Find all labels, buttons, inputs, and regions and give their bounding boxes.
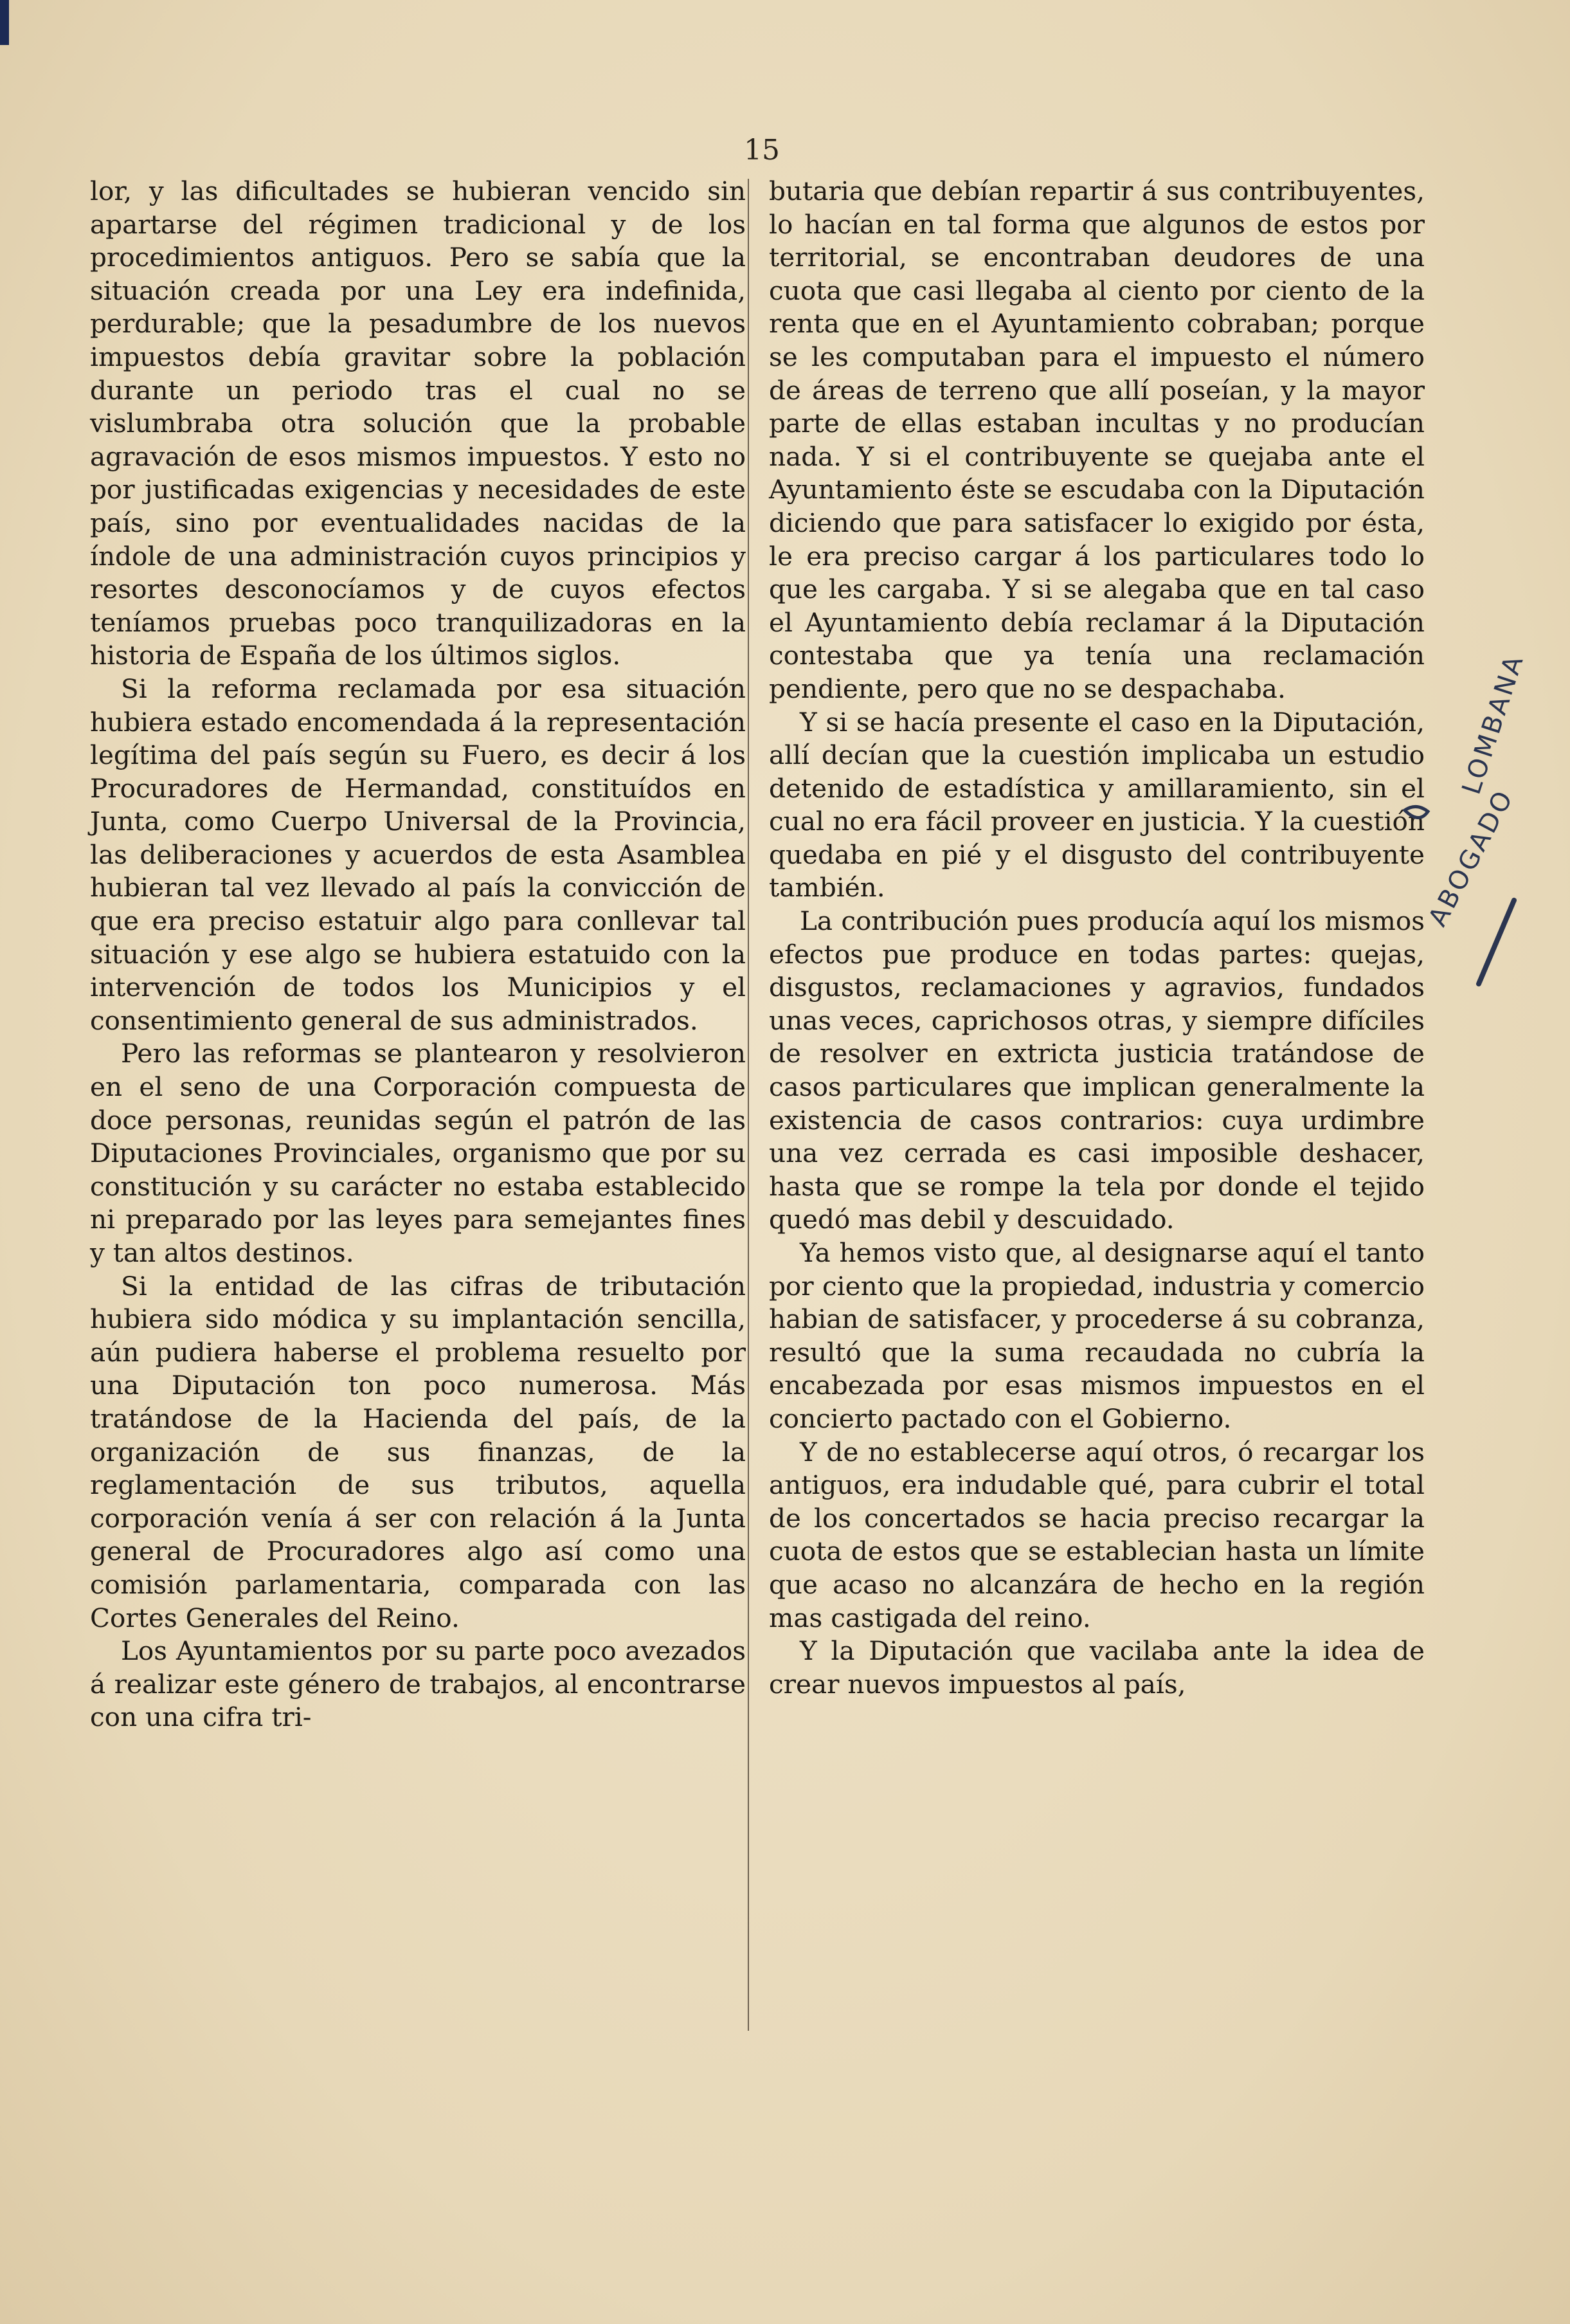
paragraph: Si la reforma reclamada por esa situación hubiera estado encomendada á la representación legítima del país según su Fuero, es decir á los Procuradores de Hermandad, constituídos en Junta, como Cuerpo Universal de la Provincia, las deliberaciones y acuerdos de esta Asamblea hubieran tal vez llevado al país la convicción de que era preciso estatuir algo para conllevar tal situación y ese algo se hubiera estatuido con la intervención de todos los Municipios y el consentimiento general de sus administrados.	[90, 673, 746, 1036]
stamp-stroke	[1479, 900, 1514, 984]
paragraph: butaria que debían repartir á sus contribuyentes, lo hacían en tal forma que algunos de estos por territorial, se encontraban deudores de una cuota que casi llegaba al ciento por ciento de la renta que en el Ayuntamiento cobraban; porque se les computaban para el impuesto el número de áreas de terreno que allí poseían, y la mayor parte de ellas estaban incultas y no producían nada. Y si el contribuyente se quejaba ante el Ayuntamiento éste se escudaba con la Diputación diciendo que para satisfacer lo exigido por ésta, le era preciso cargar á los particulares todo lo que les cargaba. Y si se alegaba que en tal caso el Ayuntamiento debía reclamar á la Diputación contestaba que ya tenía una reclamación pendiente, pero que no se despachaba.	[769, 176, 1425, 704]
page-number: 15	[744, 134, 780, 167]
paragraph: Si la entidad de las cifras de tributación hubiera sido módica y su implantación sencilla, aún pudiera haberse el problema resuelto por una Diputación ton poco numerosa. Más tratándose de la Hacienda del país, de la organización de sus finanzas, de la reglamentación de sus tributos, aquella corporación venía á ser con relación á la Junta general de Procuradores algo así como una comisión parlamentaria, comparada con las Cortes Generales del Reino.	[90, 1270, 746, 1633]
ownership-stamp	[1366, 649, 1559, 1074]
paragraph: Pero las reformas se plantearon y resolvieron en el seno de una Corporación compuesta de doce personas, reunidas según el patrón de las Diputaciones Provinciales, organismo que por su constitución y su carácter no estaba establecido ni preparado por las leyes para semejantes fines y tan altos destinos.	[90, 1038, 746, 1268]
paragraph: lor, y las dificultades se hubieran vencido sin apartarse del régimen tradicional y de los procedimientos antiguos. Pero se sabía que la situación creada por una Ley era indefinida, perdurable; que la pesadumbre de los nuevos impuestos debía gravitar sobre la población durante un periodo tras el cual no se vislumbraba otra solución que la probable agravación de esos mismos impuestos. Y esto no por justificadas exigencias y necesidades de este país, sino por eventualidades nacidas de la índole de una administración cuyos principios y resortes desconocíamos y de cuyos efectos teníamos pruebas poco tranquilizadoras en la historia de España de los últimos siglos.	[90, 176, 746, 671]
left-text-column	[90, 175, 746, 1734]
stamp-text-line1: LOMBANA	[1456, 649, 1530, 799]
paragraph: Los Ayuntamientos por su parte poco avezados á realizar este género de trabajos, al encontrarse con una cifra tri-	[90, 1635, 746, 1733]
stamp-flourish	[1405, 806, 1428, 817]
stamp-graphic	[1366, 649, 1559, 1074]
paragraph: Y la Diputación que vacilaba ante la idea de crear nuevos impuestos al país,	[769, 1635, 1425, 1700]
binding-edge-mark	[0, 0, 9, 45]
paragraph: Y de no establecerse aquí otros, ó recargar los antiguos, era indudable qué, para cubrir el total de los concertados se hacia preciso recargar la cuota de estos que se establecian hasta un límite que acaso no alcanzára de hecho en la región mas castigada del reino.	[769, 1436, 1425, 1633]
paragraph: Y si se hacía presente el caso en la Diputación, allí decían que la cuestión implicaba un estudio detenido de estadística y amillaramiento, sin el cual no era fácil proveer en justicia. Y la cuestión quedaba en pié y el disgusto del contribuyente también.	[769, 706, 1425, 903]
right-text-column	[769, 175, 1425, 1701]
stamp-text-line2: ABOGADO	[1423, 784, 1520, 932]
column-divider	[748, 179, 749, 2031]
paragraph: Ya hemos visto que, al designarse aquí el tanto por ciento que la propiedad, industria y comercio habian de satisfacer, y procederse á su cobranza, resultó que la suma recaudada no cubría la encabezada por esas mismos impuestos en el concierto pactado con el Gobierno.	[769, 1237, 1425, 1434]
paragraph: La contribución pues producía aquí los mismos efectos pue produce en todas partes: quejas, disgustos, reclamaciones y agravios, fundados unas veces, caprichosos otras, y siempre difíciles de resolver en extricta justicia tratándose de casos particulares que implican generalmente la existencia de casos contrarios: cuya urdimbre una vez cerrada es casi imposible deshacer, hasta que se rompe la tela por donde el tejido quedó mas debil y descuidado.	[769, 905, 1425, 1235]
